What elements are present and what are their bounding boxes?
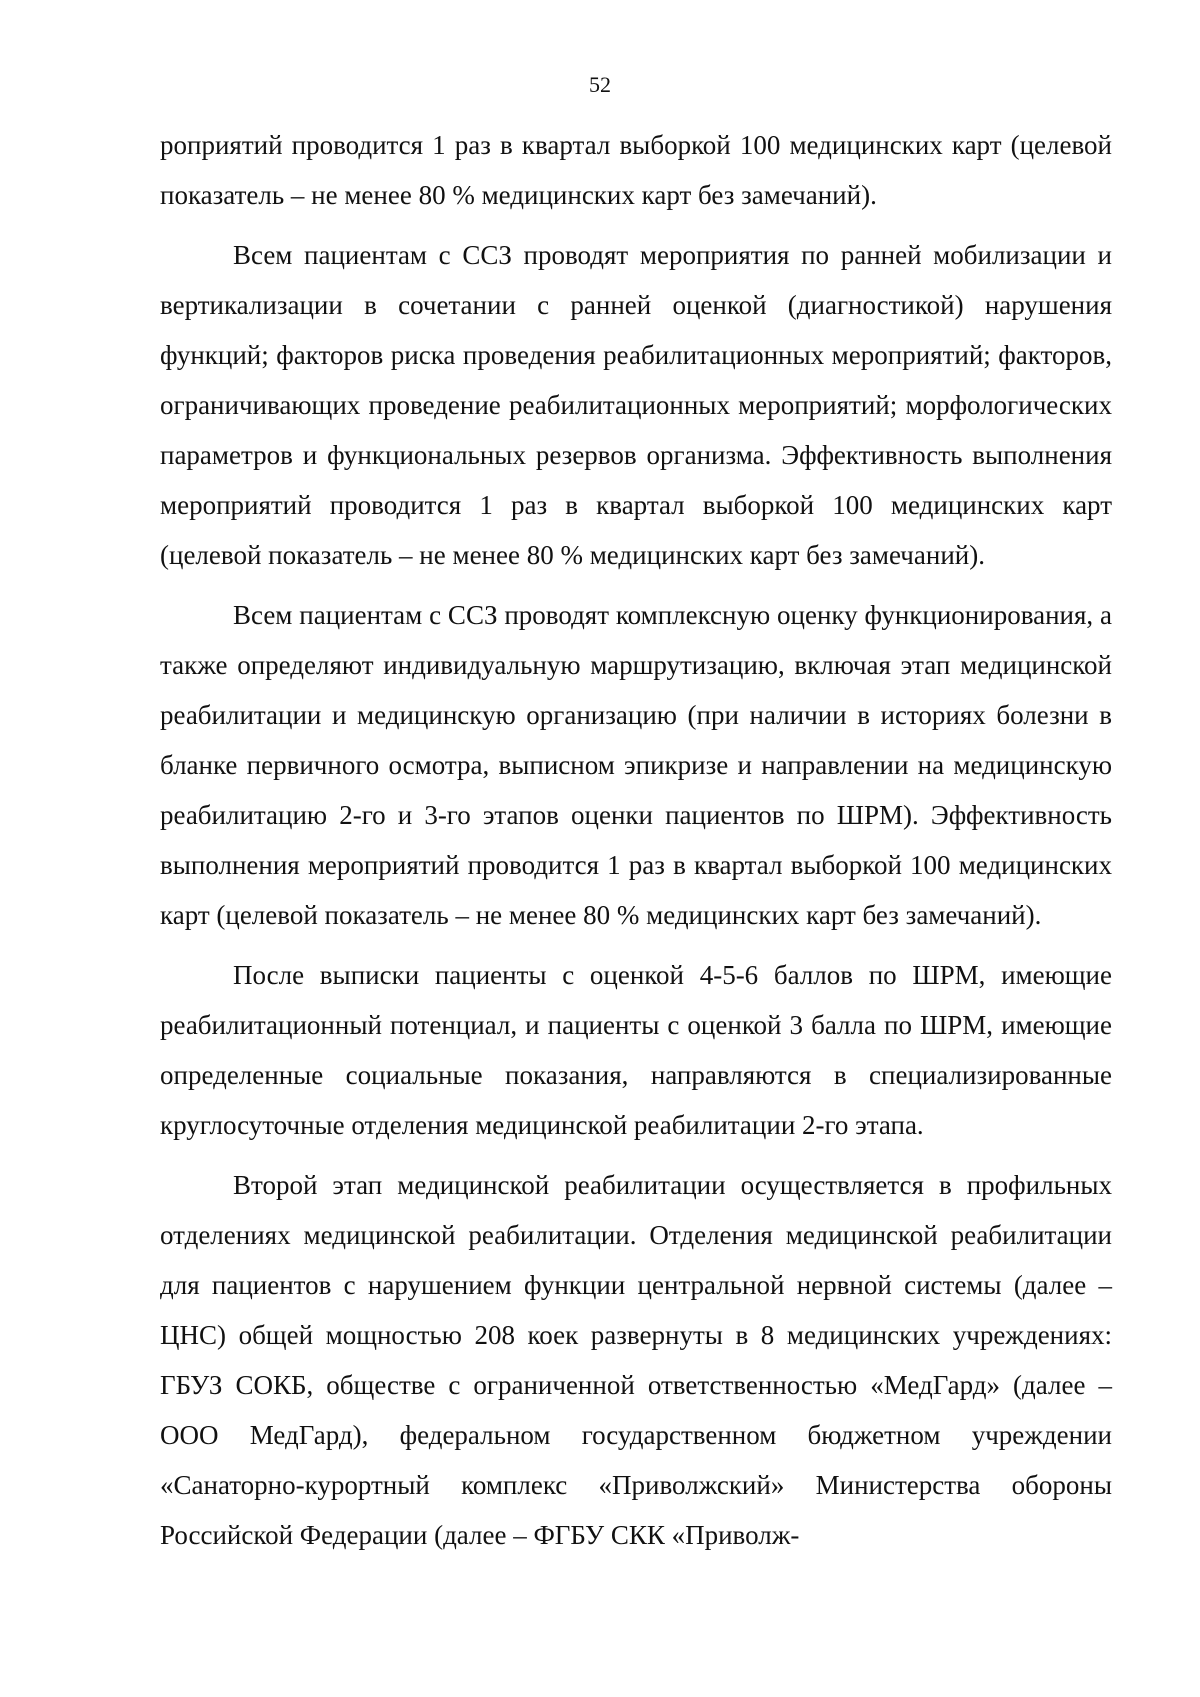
paragraph-discharge-routing: После выписки пациенты с оценкой 4-5-6 баллов по ШРМ, имеющие реабилитационный потенциал, и пациенты с оценкой 3 балла по ШРМ, имеющие определенные социальные показания, направляются в специализированные круглосуточные отделения медицинской реабилитации 2-го этапа. (160, 960, 1112, 1140)
paragraph-continuation: роприятий проводится 1 раз в квартал выборкой 100 медицинских карт (целевой показатель – не менее 80 % медицинских карт без замечаний). (160, 130, 1112, 210)
paragraph-early-mobilization: Всем пациентам с ССЗ проводят мероприятия по ранней мобилизации и вертикализации в сочетании с ранней оценкой (диагностикой) нарушения функций; факторов риска проведения реабилитационных мероприятий; факторов, ограничивающих проведение реабилитационных мероприятий; морфологических параметров и функциональных резервов организма. Эффективность выполнения мероприятий проводится 1 раз в квартал выборкой 100 медицинских карт (целевой показатель – не менее 80 % медицинских карт без замечаний). (160, 240, 1112, 570)
document-body (160, 120, 1112, 1570)
paragraph-second-stage: Второй этап медицинской реабилитации осуществляется в профильных отделениях медицинской реабилитации. Отделения медицинской реабилитации для пациентов с нарушением функции центральной нервной системы (далее – ЦНС) общей мощностью 208 коек развернуты в 8 медицинских учреждениях: ГБУЗ СОКБ, обществе с ограниченной ответственностью «МедГард» (далее – ООО МедГард), федеральном государственном бюджетном учреждении «Санаторно-курортный комплекс «Приволжский» Министерства обороны Российской Федерации (далее – ФГБУ СКК «Приволж- (160, 1170, 1112, 1550)
page-number: 52 (589, 72, 611, 97)
paragraph-functional-assessment: Всем пациентам с ССЗ проводят комплексную оценку функционирования, а также определяют индивидуальную маршрутизацию, включая этап медицинской реабилитации и медицинскую организацию (при наличии в историях болезни в бланке первичного осмотра, выписном эпикризе и направлении на медицинскую реабилитацию 2-го и 3-го этапов оценки пациентов по ШРМ). Эффективность выполнения мероприятий проводится 1 раз в квартал выборкой 100 медицинских карт (целевой показатель – не менее 80 % медицинских карт без замечаний). (160, 600, 1112, 930)
